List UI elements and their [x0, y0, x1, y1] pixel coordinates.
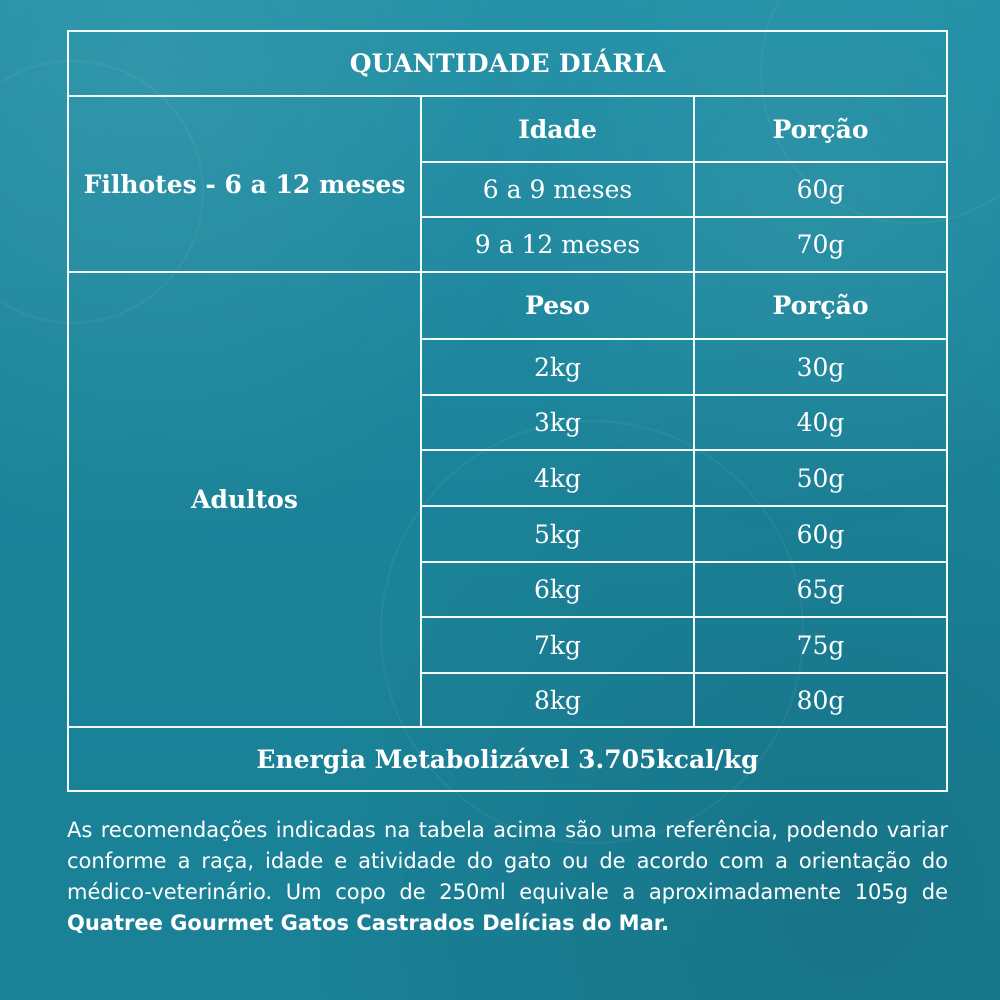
adults-group-label: Adultos	[191, 485, 298, 514]
table-cell-portion: 60g	[796, 175, 845, 204]
age-column-header: Idade	[518, 114, 597, 144]
table-cell-weight: 5kg	[533, 519, 582, 549]
weight-column-header: Peso	[525, 291, 590, 320]
note-text: As recomendações indicadas na tabela acima são uma referência, podendo variar conforme a raça, idade e atividade do gato ou de acordo com a orientação do médico-veterinário. Um copo de 250ml equivale a aproximadamente 105g de	[67, 818, 948, 904]
portion-column-header: Porção	[772, 114, 869, 144]
table-cell-portion: 30g	[796, 352, 845, 382]
table-cell-weight: 4kg	[533, 463, 582, 493]
table-cell-portion: 60g	[796, 519, 845, 549]
table-cell-weight: 6kg	[533, 575, 582, 604]
portion-column-header: Porção	[772, 291, 869, 320]
table-cell-portion: 80g	[796, 685, 845, 715]
metabolizable-energy: Energia Metabolizável 3.705kcal/kg	[256, 744, 759, 774]
table-cell-portion: 65g	[796, 575, 845, 604]
table-cell-age: 9 a 12 meses	[474, 230, 641, 259]
table-cell-age: 6 a 9 meses	[482, 175, 633, 204]
recommendation-note	[67, 815, 948, 939]
daily-quantity-table	[67, 30, 948, 792]
table-cell-portion: 50g	[796, 463, 845, 493]
table-cell-portion: 75g	[796, 630, 845, 660]
product-name: Quatree Gourmet Gatos Castrados Delícias do Mar.	[67, 911, 670, 935]
table-cell-portion: 70g	[796, 230, 845, 259]
table-cell-weight: 3kg	[533, 408, 582, 437]
table-cell-portion: 40g	[796, 408, 845, 437]
table-title: QUANTIDADE DIÁRIA	[349, 49, 666, 78]
puppies-group-label: Filhotes - 6 a 12 meses	[83, 169, 406, 199]
table-cell-weight: 7kg	[533, 630, 582, 660]
table-cell-weight: 8kg	[533, 685, 582, 715]
table-cell-weight: 2kg	[533, 352, 582, 382]
